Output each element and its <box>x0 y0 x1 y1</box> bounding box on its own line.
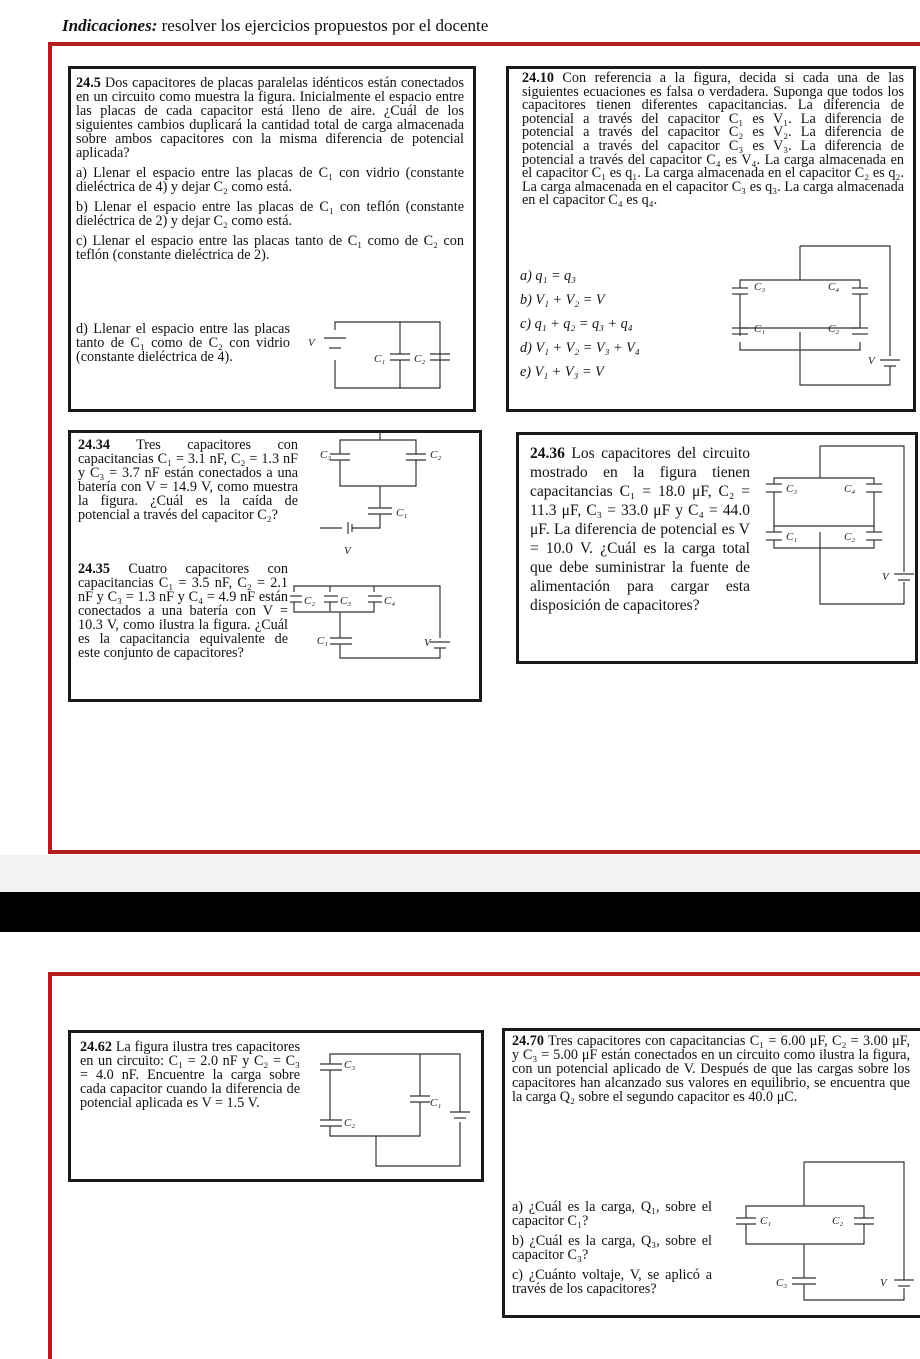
label-v: V <box>344 545 351 557</box>
label-c4: C₄ <box>828 281 840 293</box>
label-c2: C₂ <box>844 531 856 543</box>
label-c3: C₃ <box>754 281 766 293</box>
label-c4: C₄ <box>384 595 396 607</box>
label-c3: C₃ <box>340 595 352 607</box>
problem-24-10 <box>522 72 904 208</box>
problem-text: Tres capacitores con capacitancias C₁ = 6.00 μF, C₂ = 3.00 μF, y C₃ = 5.00 μF están conectados en un circuito como ilustra la figura, con un potencial aplicado de V. Después de que las cargas sobre los capacitores han alcanzado sus valores en equilibrio, se encuentra que la carga Q₂ sobre el segundo capacitor es 40.0 μC. <box>512 1033 910 1105</box>
figure-24-62 <box>310 1040 480 1170</box>
label-c2: C₂ <box>430 449 442 461</box>
problem-24-10-options <box>520 262 720 382</box>
label-c3: C₃ <box>320 449 332 461</box>
label-v: V <box>308 337 315 349</box>
figure-24-10 <box>730 240 910 390</box>
figure-24-70 <box>728 1156 918 1306</box>
problem-number: 24.5 <box>76 75 101 91</box>
problem-number: 24.10 <box>522 70 554 86</box>
option-c: c) q₁ + q₂ = q₃ + q₄ <box>520 316 633 332</box>
label-v: V <box>880 1277 887 1289</box>
label-v: V <box>882 571 889 583</box>
problem-text: Los capacitores del circuito mostrado en la figura tienen capacitancias C₁ = 18.0 μF, C₂ = 11.3 μF, C₃ = 33.0 μF y C₄ = 44.0 μF. La diferencia de potencial es V = 10.0 V. ¿Cuál es la carga total que debe suministrar la fuente de alimentación para cargar esta disposición de capacitores? <box>530 445 750 614</box>
label-c1: C₁ <box>430 1097 442 1109</box>
label-c2: C₂ <box>832 1215 844 1227</box>
instructions-label: Indicaciones: <box>62 16 158 35</box>
problem-number: 24.34 <box>78 437 110 453</box>
problem-24-35 <box>78 562 288 660</box>
option-a: a) Llenar el espacio entre las placas de C₁ con vidrio (constante dieléctrica de 4) y dejar C₂ como está. <box>76 165 464 195</box>
problem-text: Cuatro capacitores con capacitancias C₁ = 3.5 nF, C₂ = 2.1 nF y C₃ = 1.3 nF y C₄ = 4.9 nF están conectados a una batería con V = 10.3 V, como ilustra la figura. ¿Cuál es la capacitancia equivalente de este conjunto de capacitores? <box>78 561 288 661</box>
problem-24-5-option-d: d) Llenar el espacio entre las placas tanto de C₁ como de C₂ con vidrio (constante dieléctrica de 4). <box>76 321 290 365</box>
label-c1: C₁ <box>754 323 766 335</box>
label-v: V <box>424 637 431 649</box>
figure-24-5 <box>300 318 460 398</box>
problem-number: 24.35 <box>78 561 110 577</box>
problem-text: Dos capacitores de placas paralelas idénticos están conectados en un circuito como muestra la figura. Inicialmente el espacio entre las placas de cada capacitor está lleno de aire. ¿Cuál de los siguientes cambios duplicará la cantidad total de carga almacenada sobre ambos capacitores con la misma diferencia de potencial aplicada? <box>76 75 464 161</box>
problem-24-62 <box>80 1040 300 1110</box>
problem-24-34 <box>78 438 298 522</box>
label-c1: C₁ <box>760 1215 772 1227</box>
top-frame-bottom <box>48 850 920 854</box>
label-c3: C₃ <box>776 1277 788 1289</box>
figure-24-36 <box>764 440 914 610</box>
black-separator <box>0 892 920 932</box>
label-c1: C₁ <box>786 531 798 543</box>
label-v: V <box>868 355 875 367</box>
option-a: a) q₁ = q₃ <box>520 268 577 284</box>
instructions-text: resolver los ejercicios propuestos por el docente <box>157 16 489 35</box>
figure-24-35 <box>290 582 470 662</box>
problem-text: Tres capacitores con capacitancias C₁ = 3.1 nF, C₂ = 1.3 nF y C₃ = 3.7 nF están conectados a una batería con V = 14.9 V, como muestra la figura. ¿Cuál es la caída de potencial a través del capacitor C₂? <box>78 437 298 523</box>
figure-24-34 <box>320 428 460 558</box>
option-b: b) ¿Cuál es la carga, Q₃, sobre el capacitor C₃? <box>512 1233 712 1263</box>
bottom-frame-left <box>48 972 52 1359</box>
option-d: d) V₁ + V₂ = V₃ + V₄ <box>520 340 640 356</box>
problem-number: 24.70 <box>512 1033 544 1049</box>
label-c4: C₄ <box>844 483 856 495</box>
label-c1: C₁ <box>374 353 386 365</box>
option-e: e) V₁ + V₃ = V <box>520 364 604 380</box>
label-c2: C₂ <box>344 1117 356 1129</box>
problem-24-36 <box>530 444 750 615</box>
label-c1: C₁ <box>316 635 328 647</box>
option-a: a) ¿Cuál es la carga, Q₁, sobre el capacitor C₁? <box>512 1199 712 1229</box>
label-c1: C₁ <box>396 507 408 519</box>
separator-band <box>0 855 920 892</box>
option-b: b) V₁ + V₂ = V <box>520 292 605 308</box>
option-c: c) Llenar el espacio entre las placas tanto de C₁ como de C₂ con teflón (constante dieléctrica de 2). <box>76 233 464 263</box>
problem-24-5 <box>76 76 464 262</box>
option-c: c) ¿Cuánto voltaje, V, se aplicó a través de los capacitores? <box>512 1267 712 1297</box>
bottom-frame-line <box>48 972 920 976</box>
option-b: b) Llenar el espacio entre las placas de C₁ con teflón (constante dieléctrica de 2) y dejar C₂ como está. <box>76 199 464 229</box>
problem-number: 24.36 <box>530 445 565 462</box>
label-c2: C₂ <box>414 353 426 365</box>
label-c2: C₂ <box>304 595 316 607</box>
problem-text: La figura ilustra tres capacitores en un circuito: C₁ = 2.0 nF y C₂ = C₃ = 4.0 nF. Encuentre la carga sobre cada capacitor cuando la diferencia de potencial aplicada es V = 1.5 V. <box>80 1039 300 1111</box>
top-frame-line <box>48 42 920 46</box>
problem-24-70-options <box>512 1194 712 1296</box>
problem-number: 24.62 <box>80 1039 112 1055</box>
label-c2: C₂ <box>828 323 840 335</box>
label-c3: C₃ <box>344 1059 356 1071</box>
problem-text: Con referencia a la figura, decida si cada una de las siguientes ecuaciones es falsa o verdadera. Suponga que todos los capacitores tienen diferentes capacitancias. La diferencia de potencial a través del capacitor C₁ es V₁. La diferencia de potencial a través del capacitor C₂ es V₂. La diferencia de potencial a través del capacitor C₃ es V₃. La diferencia de potencial a través del capacitor C₄ es V₄. La carga almacenada en el capacitor C₁ es q₁. La carga almacenada en el capacitor C₂ es q₂. La carga almacenada en el capacitor C₃ es q₃. La carga almacenada en el capacitor C₄ es q₄. <box>522 70 904 209</box>
problem-24-70 <box>512 1034 910 1104</box>
label-c3: C₃ <box>786 483 798 495</box>
top-frame-left <box>48 42 52 854</box>
instructions-heading <box>62 16 488 36</box>
